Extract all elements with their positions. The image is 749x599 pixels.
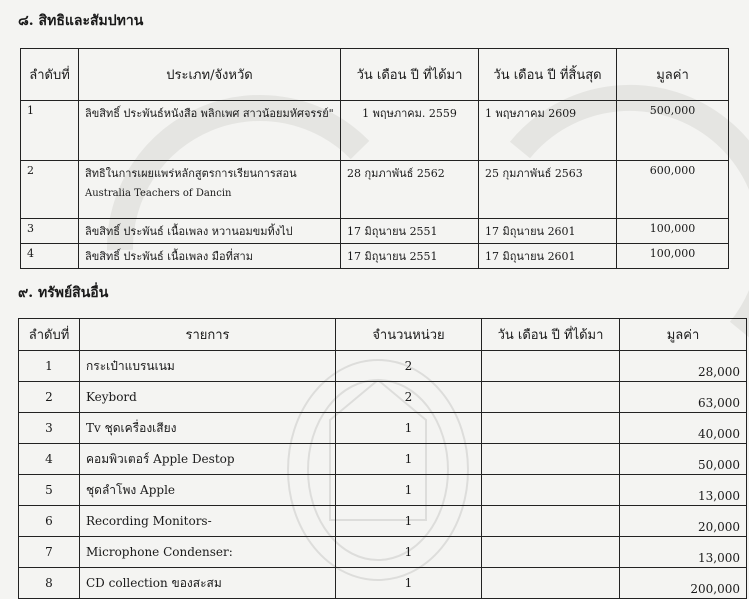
row-acquired [482, 537, 620, 568]
table-row [21, 244, 729, 269]
row-acquired: 17 มิถุนายน 2551 [341, 244, 479, 269]
col-header-value: มูลค่า [617, 49, 729, 101]
row-item: กระเป๋าแบรนเนม [80, 351, 336, 382]
row-no: 1 [19, 351, 80, 382]
col-header-value: มูลค่า [620, 319, 747, 351]
row-value: 200,000 [620, 568, 747, 599]
table-row [21, 101, 729, 161]
row-no: 7 [19, 537, 80, 568]
row-acquired [482, 351, 620, 382]
table-header-row [21, 49, 729, 101]
row-acquired: 28 กุมภาพันธ์ 2562 [341, 161, 479, 219]
table-row [19, 413, 747, 444]
row-qty: 1 [336, 506, 482, 537]
row-acquired [482, 475, 620, 506]
row-qty: 1 [336, 475, 482, 506]
col-header-acquired: วัน เดือน ปี ที่ได้มา [482, 319, 620, 351]
row-expiry: 17 มิถุนายน 2601 [479, 219, 617, 244]
row-value: 28,000 [620, 351, 747, 382]
row-no: 1 [21, 101, 79, 161]
row-acquired: 17 มิถุนายน 2551 [341, 219, 479, 244]
row-item: Microphone Condenser: [80, 537, 336, 568]
row-no: 4 [21, 244, 79, 269]
row-item: Recording Monitors- [80, 506, 336, 537]
row-item: CD collection ของสะสม [80, 568, 336, 599]
row-no: 2 [21, 161, 79, 219]
row-no: 6 [19, 506, 80, 537]
rights-table [20, 48, 729, 269]
row-qty: 2 [336, 351, 482, 382]
col-header-no: ลำดับที่ [21, 49, 79, 101]
row-acquired: 1 พฤษภาคม. 2559 [341, 101, 479, 161]
table-row [19, 351, 747, 382]
row-type-line2: Australia Teachers of Dancin [85, 188, 232, 199]
col-header-acquired: วัน เดือน ปี ที่ได้มา [341, 49, 479, 101]
row-item: คอมพิวเตอร์ Apple Destop [80, 444, 336, 475]
row-acquired [482, 568, 620, 599]
row-value: 100,000 [617, 219, 729, 244]
row-qty: 1 [336, 444, 482, 475]
table-row [19, 382, 747, 413]
row-type: ลิขสิทธิ์ ประพันธ์ เนื้อเพลง หวานอมขมทิ้งไป [79, 219, 341, 244]
table-row [19, 444, 747, 475]
table-row [19, 568, 747, 599]
row-qty: 1 [336, 568, 482, 599]
table-row [21, 219, 729, 244]
row-type: ลิขสิทธิ์ ประพันธ์ เนื้อเพลง มือที่สาม [79, 244, 341, 269]
row-acquired [482, 506, 620, 537]
section8-title: ๘. สิทธิและสัมปทาน [18, 13, 144, 29]
row-no: 3 [19, 413, 80, 444]
row-acquired [482, 382, 620, 413]
table-header-row [19, 319, 747, 351]
row-acquired [482, 413, 620, 444]
row-item: ชุดลำโพง Apple [80, 475, 336, 506]
other-assets-table [18, 318, 747, 599]
col-header-expiry: วัน เดือน ปี ที่สิ้นสุด [479, 49, 617, 101]
row-qty: 1 [336, 413, 482, 444]
row-expiry: 25 กุมภาพันธ์ 2563 [479, 161, 617, 219]
row-no: 3 [21, 219, 79, 244]
row-value: 50,000 [620, 444, 747, 475]
row-item: Keybord [80, 382, 336, 413]
table-row [19, 506, 747, 537]
row-value: 20,000 [620, 506, 747, 537]
table-row [19, 537, 747, 568]
row-value: 63,000 [620, 382, 747, 413]
row-no: 4 [19, 444, 80, 475]
row-no: 5 [19, 475, 80, 506]
col-header-no: ลำดับที่ [19, 319, 80, 351]
row-no: 2 [19, 382, 80, 413]
row-value: 100,000 [617, 244, 729, 269]
row-type [79, 161, 341, 219]
col-header-item: รายการ [80, 319, 336, 351]
row-value: 500,000 [617, 101, 729, 161]
row-acquired [482, 444, 620, 475]
row-item: Tv ชุดเครื่องเสียง [80, 413, 336, 444]
row-expiry: 17 มิถุนายน 2601 [479, 244, 617, 269]
table-row [21, 161, 729, 219]
row-type: ลิขสิทธิ์ ประพันธ์หนังสือ พลิกเพศ สาวน้อยมหัศจรรย์" [79, 101, 341, 161]
row-no: 8 [19, 568, 80, 599]
row-expiry: 1 พฤษภาคม 2609 [479, 101, 617, 161]
section9-title: ๙. ทรัพย์สินอื่น [18, 285, 109, 301]
col-header-qty: จำนวนหน่วย [336, 319, 482, 351]
col-header-type: ประเภท/จังหวัด [79, 49, 341, 101]
table-row [19, 475, 747, 506]
row-value: 600,000 [617, 161, 729, 219]
row-qty: 1 [336, 537, 482, 568]
row-value: 13,000 [620, 537, 747, 568]
row-type-line1: สิทธิในการเผยแพร่หลักสูตรการเรียนการสอน [85, 167, 297, 180]
row-value: 40,000 [620, 413, 747, 444]
row-qty: 2 [336, 382, 482, 413]
row-value: 13,000 [620, 475, 747, 506]
